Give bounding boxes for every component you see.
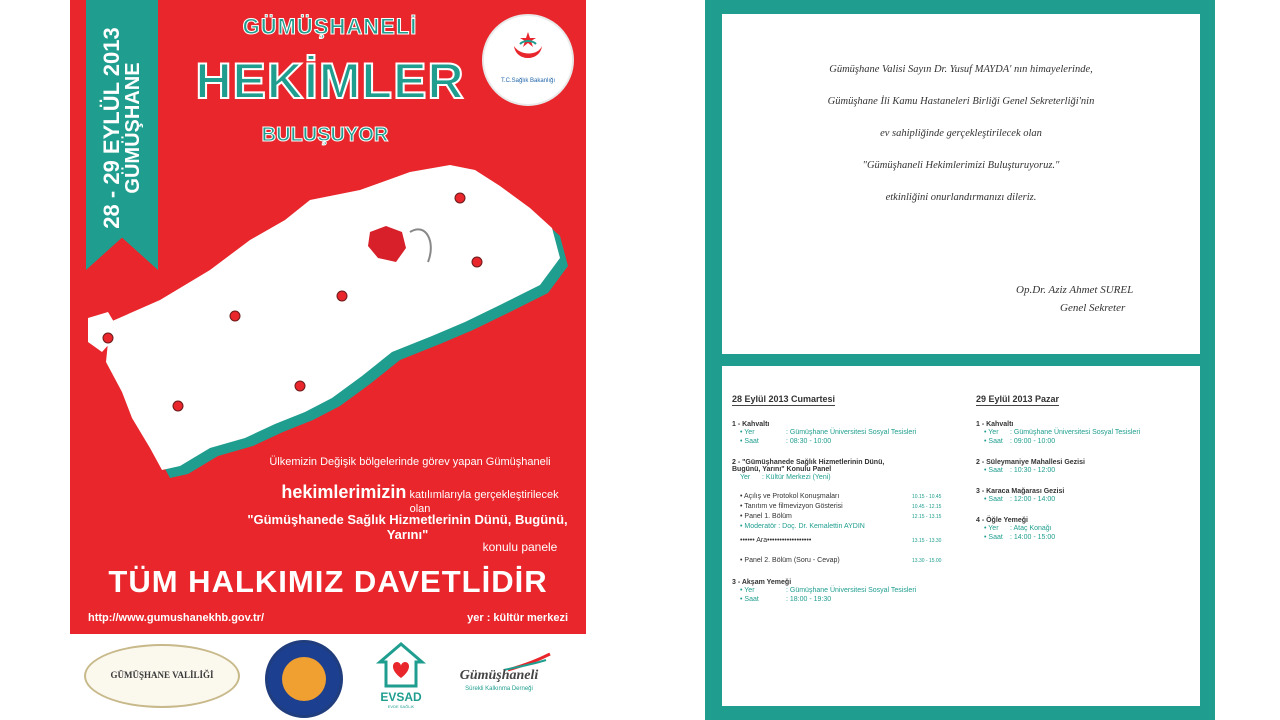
day-1-item-3-place: • Yer : Gümüşhane Üniversitesi Sosyal Tesisleri	[740, 587, 917, 594]
poster-title-sub: BULUŞUYOR	[261, 124, 389, 146]
dernek-logo	[438, 652, 560, 698]
day-1-item-3: 3 - Akşam Yemeği	[732, 579, 792, 586]
invitation-line-5: etkinliğini onurlandırmanızı dileriz.	[885, 192, 1037, 203]
dernek-logo-subtext: Sürekli Kalkınma Derneği	[465, 686, 533, 692]
day-1-item-2-place: Yer : Kültür Merkezi (Yeni)	[740, 474, 831, 481]
evsad-logo	[374, 640, 428, 716]
event-city: GÜMÜŞHANE	[122, 62, 145, 194]
day-1-item-2-cont: Bugünü, Yarını" Konulu Panel	[732, 466, 832, 473]
day-1-item-1-place: • Yer : Gümüşhane Üniversitesi Sosyal Tesisleri	[740, 429, 917, 436]
info-line-2-rest: katılımlarıyla gerçekleştirilecek olan	[406, 489, 559, 515]
poster-title-top: GÜMÜŞHANELİ	[242, 14, 418, 39]
moderator-row: • Moderatör : Doç. Dr. Kemalettin AYDIN	[740, 523, 865, 530]
ministry-of-health-logo	[482, 14, 574, 106]
venue-text: yer : kültür merkezi	[467, 612, 568, 624]
day-1-item-3-time: • Saat : 18:00 - 19:30	[740, 596, 832, 603]
day-2-item-4-place: • Yer : Ataç Konağı	[984, 525, 1052, 532]
invitation-line-4: "Gümüşhaneli Hekimlerimizi Buluşturuyoruz."	[862, 160, 1060, 171]
day-2-item-1-time: • Saat : 09:00 - 10:00	[984, 438, 1056, 445]
date-ribbon-text	[100, 0, 144, 258]
event-dates: 28 - 29 EYLÜL 2013	[98, 27, 124, 229]
day-1-title: 28 Eylül 2013 Cumartesi	[732, 394, 836, 404]
day-2-item-1-place: • Yer : Gümüşhane Üniversitesi Sosyal Tesisleri	[984, 429, 1141, 436]
signer-name: Op.Dr. Aziz Ahmet SUREL	[1016, 284, 1134, 296]
university-logo	[265, 640, 343, 718]
invitation-headline: TÜM HALKIMIZ DAVETLİDİR	[108, 564, 548, 599]
schedule-row: •••••• Ara•••••••••••••••••• 13.15 - 13.30	[740, 537, 942, 544]
info-line-4: konulu panele	[482, 540, 558, 554]
evsad-logo-text: EVSAD	[380, 690, 422, 704]
evsad-logo-subtext: EVDE SAĞLIK	[387, 704, 415, 709]
program-day-1	[732, 394, 962, 604]
schedule-row: • Tanıtım ve filmevizyon Gösterisi 10.45 - 12.15	[740, 503, 942, 510]
day-1-item-2: 2 - "Gümüşhanede Sağlık Hizmetlerinin Dünü,	[732, 459, 885, 466]
day-2-item-4: 4 - Öğle Yemeği	[976, 517, 1029, 524]
program-day-2	[976, 394, 1191, 542]
valilik-logo-text: GÜMÜŞHANE VALİLİĞİ	[110, 670, 214, 680]
info-line-2	[270, 482, 570, 515]
day-1-item-1: 1 - Kahvaltı	[732, 421, 770, 428]
day-2-item-2: 2 - Süleymaniye Mahallesi Gezisi	[976, 459, 1085, 466]
invitation-text-panel	[722, 14, 1200, 354]
day-2-item-3: 3 - Karaca Mağarası Gezisi	[976, 488, 1065, 495]
panel-topic: "Gümüşhanede Sağlık Hizmetlerinin Dünü, Bugünü, Yarını"	[247, 512, 568, 542]
day-2-item-2-time: • Saat : 10:30 - 12:00	[984, 467, 1056, 474]
poster-title-main: HEKİMLER	[195, 53, 465, 109]
signer-title: Genel Sekreter	[1060, 302, 1126, 314]
invitation-line-1: Gümüşhane Valisi Sayın Dr. Yusuf MAYDA' nın himayelerinde,	[829, 64, 1093, 75]
schedule-row: • Panel 2. Bölüm (Soru - Cevap) 13.30 - 15.00	[740, 557, 942, 564]
crescent-star-icon	[506, 28, 550, 72]
university-logo-emblem	[282, 657, 326, 701]
invitation-line-2: Gümüşhane İli Kamu Hastaneleri Birliği Genel Sekreterliği'nin	[827, 96, 1095, 107]
program-panel	[722, 366, 1200, 706]
dernek-logo-text: Gümüşhaneli	[459, 668, 539, 683]
invitation-line-3: ev sahipliğinde gerçekleştirilecek olan	[880, 128, 1042, 139]
day-2-item-4-time: • Saat : 14:00 - 15:00	[984, 534, 1056, 541]
website-link[interactable]: http://www.gumushanekhb.gov.tr/	[88, 612, 264, 624]
event-poster	[70, 0, 586, 634]
schedule-row: • Açılış ve Protokol Konuşmaları 10.15 - 10.45	[740, 493, 942, 500]
day-2-item-1: 1 - Kahvaltı	[976, 421, 1014, 428]
ministry-logo-text: T.C.Sağlık Bakanlığı	[500, 78, 556, 84]
house-heart-icon	[374, 640, 428, 690]
day-1-item-1-time: • Saat : 08:30 - 10:00	[740, 438, 832, 445]
info-line-2-bold: hekimlerimizin	[281, 482, 407, 502]
valilik-logo	[84, 644, 240, 708]
day-2-item-3-time: • Saat : 12:00 - 14:00	[984, 496, 1056, 503]
schedule-row: • Panel 1. Bölüm 12.15 - 13.15	[740, 513, 942, 520]
day-2-title: 29 Eylül 2013 Pazar	[976, 394, 1060, 404]
info-line-1: Ülkemizin Değişik bölgelerinde görev yapan Gümüşhaneli	[269, 456, 551, 468]
